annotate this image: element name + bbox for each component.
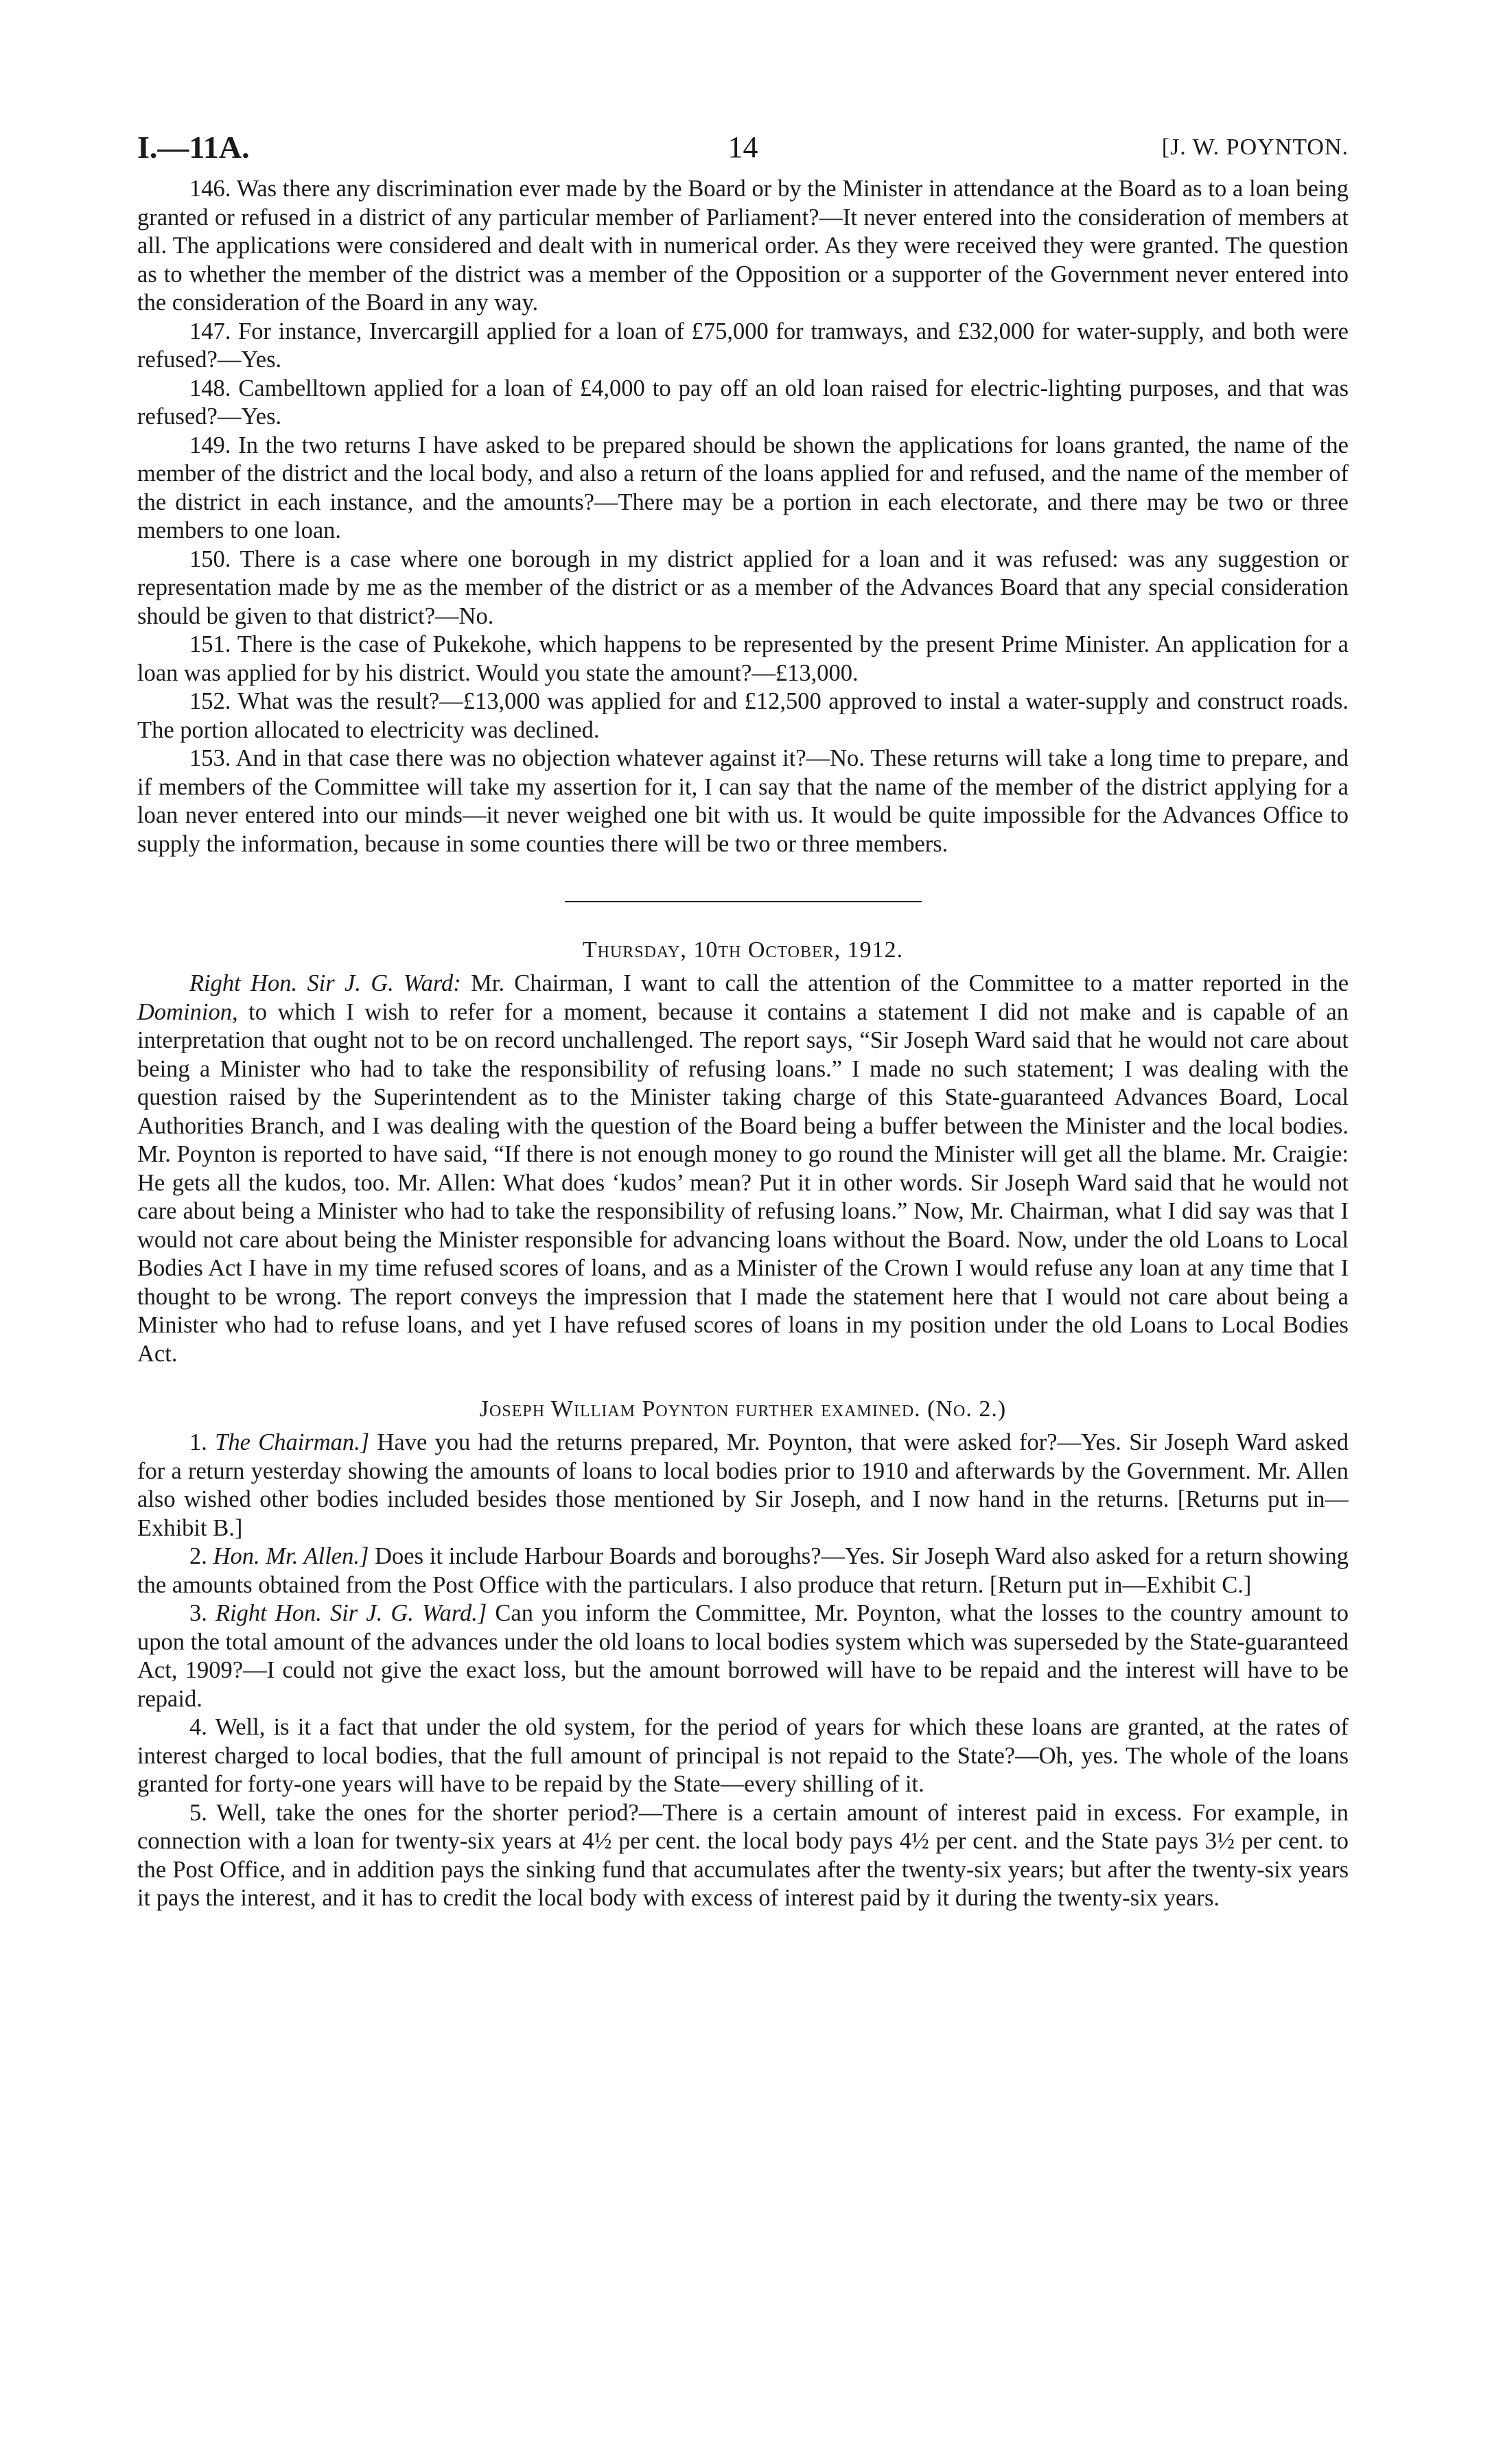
- question-3: [137, 1599, 1349, 1713]
- question-152: 152. What was the result?—£13,000 was applied for and £12,500 approved to instal a water-supply and construct roads. The portion allocated to electricity was declined.: [137, 688, 1349, 743]
- statement-block: [137, 970, 1349, 1368]
- question-text: 5. Well, take the ones for the shorter period?—There is a certain amount of interest paid in excess. For example, in connection with a loan for twenty-six years at 4½ per cent. the local body pays 4½ per cent. and the State pays 3½ per cent. to the Post Office, and in addition pays the sinking fund that accumulates after the twenty-six years; but after the twenty-six years it pays the interest, and it has to credit the local body with excess of interest paid by it during the twenty-six years.: [137, 1799, 1349, 1911]
- question-number: 3.: [189, 1600, 215, 1626]
- question-147: 147. For instance, Invercargill applied for a loan of £75,000 for tramways, and £32,000 for water-supply, and both were refused?—Yes.: [137, 318, 1349, 373]
- statement-text-b: to which I wish to refer for a moment, because it contains a statement I did not make and is capable of an interpretation that ought not to be on record unchallenged. The report says, “Sir Joseph Ward said that he would not care about being a Minister who had to take the responsibility of refusing loans.” I made no such statement; I was dealing with the question raised by the Superintendent as to the Minister taking charge of this State-guaranteed Advances Board, Local Authorities Branch, and I was dealing with the question of the Board being a buffer between the Minister and the local bodies. Mr. Poynton is reported to have said, “If there is not enough money to go round the Minister will get all the blame. Mr. Craigie: He gets all the kudos, too. Mr. Allen: What does ‘kudos’ mean? Put it in other words. Sir Joseph Ward said that he would not care about being a Minister who had to take the responsibility of refusing loans.” Now, Mr. Chairman, what I did say was that I would not care about being the Minister responsible for advancing loans without the Board. Now, under the old Loans to Local Bodies Act I have in my time refused scores of loans, and as a Minister of the Crown I would refuse any loan at any time that I thought to be wrong. The report conveys the impression that I made the statement here that I would not care about being a Minister who had to refuse loans, and yet I have refused scores of loans in my position under the old Loans to Local Bodies Act.: [137, 998, 1349, 1367]
- question-146: 146. Was there any discrimination ever made by the Board or by the Minister in attendance at the Board as to a loan being granted or refused in a district of any particular member of Parliament?—It never entered into the consideration of members at all. The applications were considered and dealt with in numerical order. As they were received they were granted. The question as to whether the member of the district was a member of the Opposition or a supporter of the Government never entered into the consideration of the Board in any way.: [137, 176, 1349, 316]
- question-number: 1.: [189, 1429, 215, 1455]
- question-153: 153. And in that case there was no objection whatever against it?—No. These returns will take a long time to prepare, and if members of the Committee will take my assertion for it, I can say that the name of the member of the district applying for a loan never entered into our minds—it never weighed one bit with us. It would be quite impossible for the Advances Office to supply the information, because in some counties there will be two or three members.: [137, 745, 1349, 857]
- questions-block-1: [137, 175, 1349, 858]
- newspaper-name: Dominion,: [137, 998, 238, 1025]
- question-text: 4. Well, is it a fact that under the old system, for the period of years for which these loans are granted, at the rates of interest charged to local bodies, that the full amount of principal is not repaid to the State?—Oh, yes. The whole of the loans granted for forty-one years will have to be repaid by the State—every shilling of it.: [137, 1714, 1349, 1797]
- question-text: Can you inform the Committee, Mr. Poynton, what the losses to the country amount to upon the total amount of the advances under the old loans to local bodies system which was superseded by the State-guaranteed Act, 1909?—I could not give the exact loss, but the amount borrowed will have to be repaid and the interest will have to be repaid.: [137, 1600, 1349, 1712]
- question-number: 2.: [189, 1543, 213, 1569]
- page-number: 14: [727, 130, 758, 164]
- question-text: Have you had the returns prepared, Mr. Poynton, that were asked for?—Yes. Sir Joseph Ward asked for a return yesterday showing the amounts of loans to local bodies prior to 1910 and afterwards by the Government. Mr. Allen also wished other bodies included besides those mentioned by Sir Joseph, and I now hand in the returns. [Returns put in—Exhibit B.]: [137, 1429, 1349, 1541]
- questions-block-2: [137, 1429, 1349, 1913]
- witness-name: [J. W. POYNTON.: [1161, 134, 1349, 160]
- section-divider: [565, 901, 922, 902]
- statement-speaker: Right Hon. Sir J. G. Ward:: [189, 970, 461, 996]
- statement-text-a: Mr. Chairman, I want to call the attention of the Committee to a matter reported in the: [461, 970, 1349, 996]
- page-header: [137, 127, 1349, 175]
- question-4: [137, 1713, 1349, 1799]
- document-page: [137, 127, 1349, 1913]
- questioner: Hon. Mr. Allen.]: [213, 1543, 369, 1569]
- question-2: [137, 1542, 1349, 1599]
- questioner: Right Hon. Sir J. G. Ward.]: [215, 1600, 487, 1626]
- question-5: [137, 1799, 1349, 1913]
- ward-statement: [137, 970, 1349, 1368]
- examination-heading: Joseph William Poynton further examined. (No. 2.): [479, 1396, 1007, 1422]
- question-1: [137, 1429, 1349, 1542]
- date-heading: Thursday, 10th October, 1912.: [582, 937, 904, 963]
- paper-reference: I.—11A.: [137, 130, 250, 165]
- question-149: 149. In the two returns I have asked to be prepared should be shown the applications for loans granted, the name of the member of the district and the local body, and also a return of the loans applied for and refused, and the name of the member of the district in each instance, and the amounts?—There may be a portion in each electorate, and there may be two or three members to one loan.: [137, 432, 1349, 543]
- question-151: 151. There is the case of Pukekohe, which happens to be represented by the present Prime Minister. An application for a loan was applied for by his district. Would you state the amount?—£13,000.: [137, 631, 1349, 686]
- question-148: 148. Cambelltown applied for a loan of £4,000 to pay off an old loan raised for electric-lighting purposes, and that was refused?—Yes.: [137, 375, 1349, 430]
- question-text: Does it include Harbour Boards and boroughs?—Yes. Sir Joseph Ward also asked for a return showing the amounts obtained from the Post Office with the particulars. I also produce that return. [Return put in—Exhibit C.]: [137, 1543, 1349, 1598]
- questioner: The Chairman.]: [215, 1429, 370, 1455]
- question-150: 150. There is a case where one borough in my district applied for a loan and it was refused: was any suggestion or representation made by me as the member of the district or as a member of the Advances Board that any special consideration should be given to that district?—No.: [137, 545, 1349, 629]
